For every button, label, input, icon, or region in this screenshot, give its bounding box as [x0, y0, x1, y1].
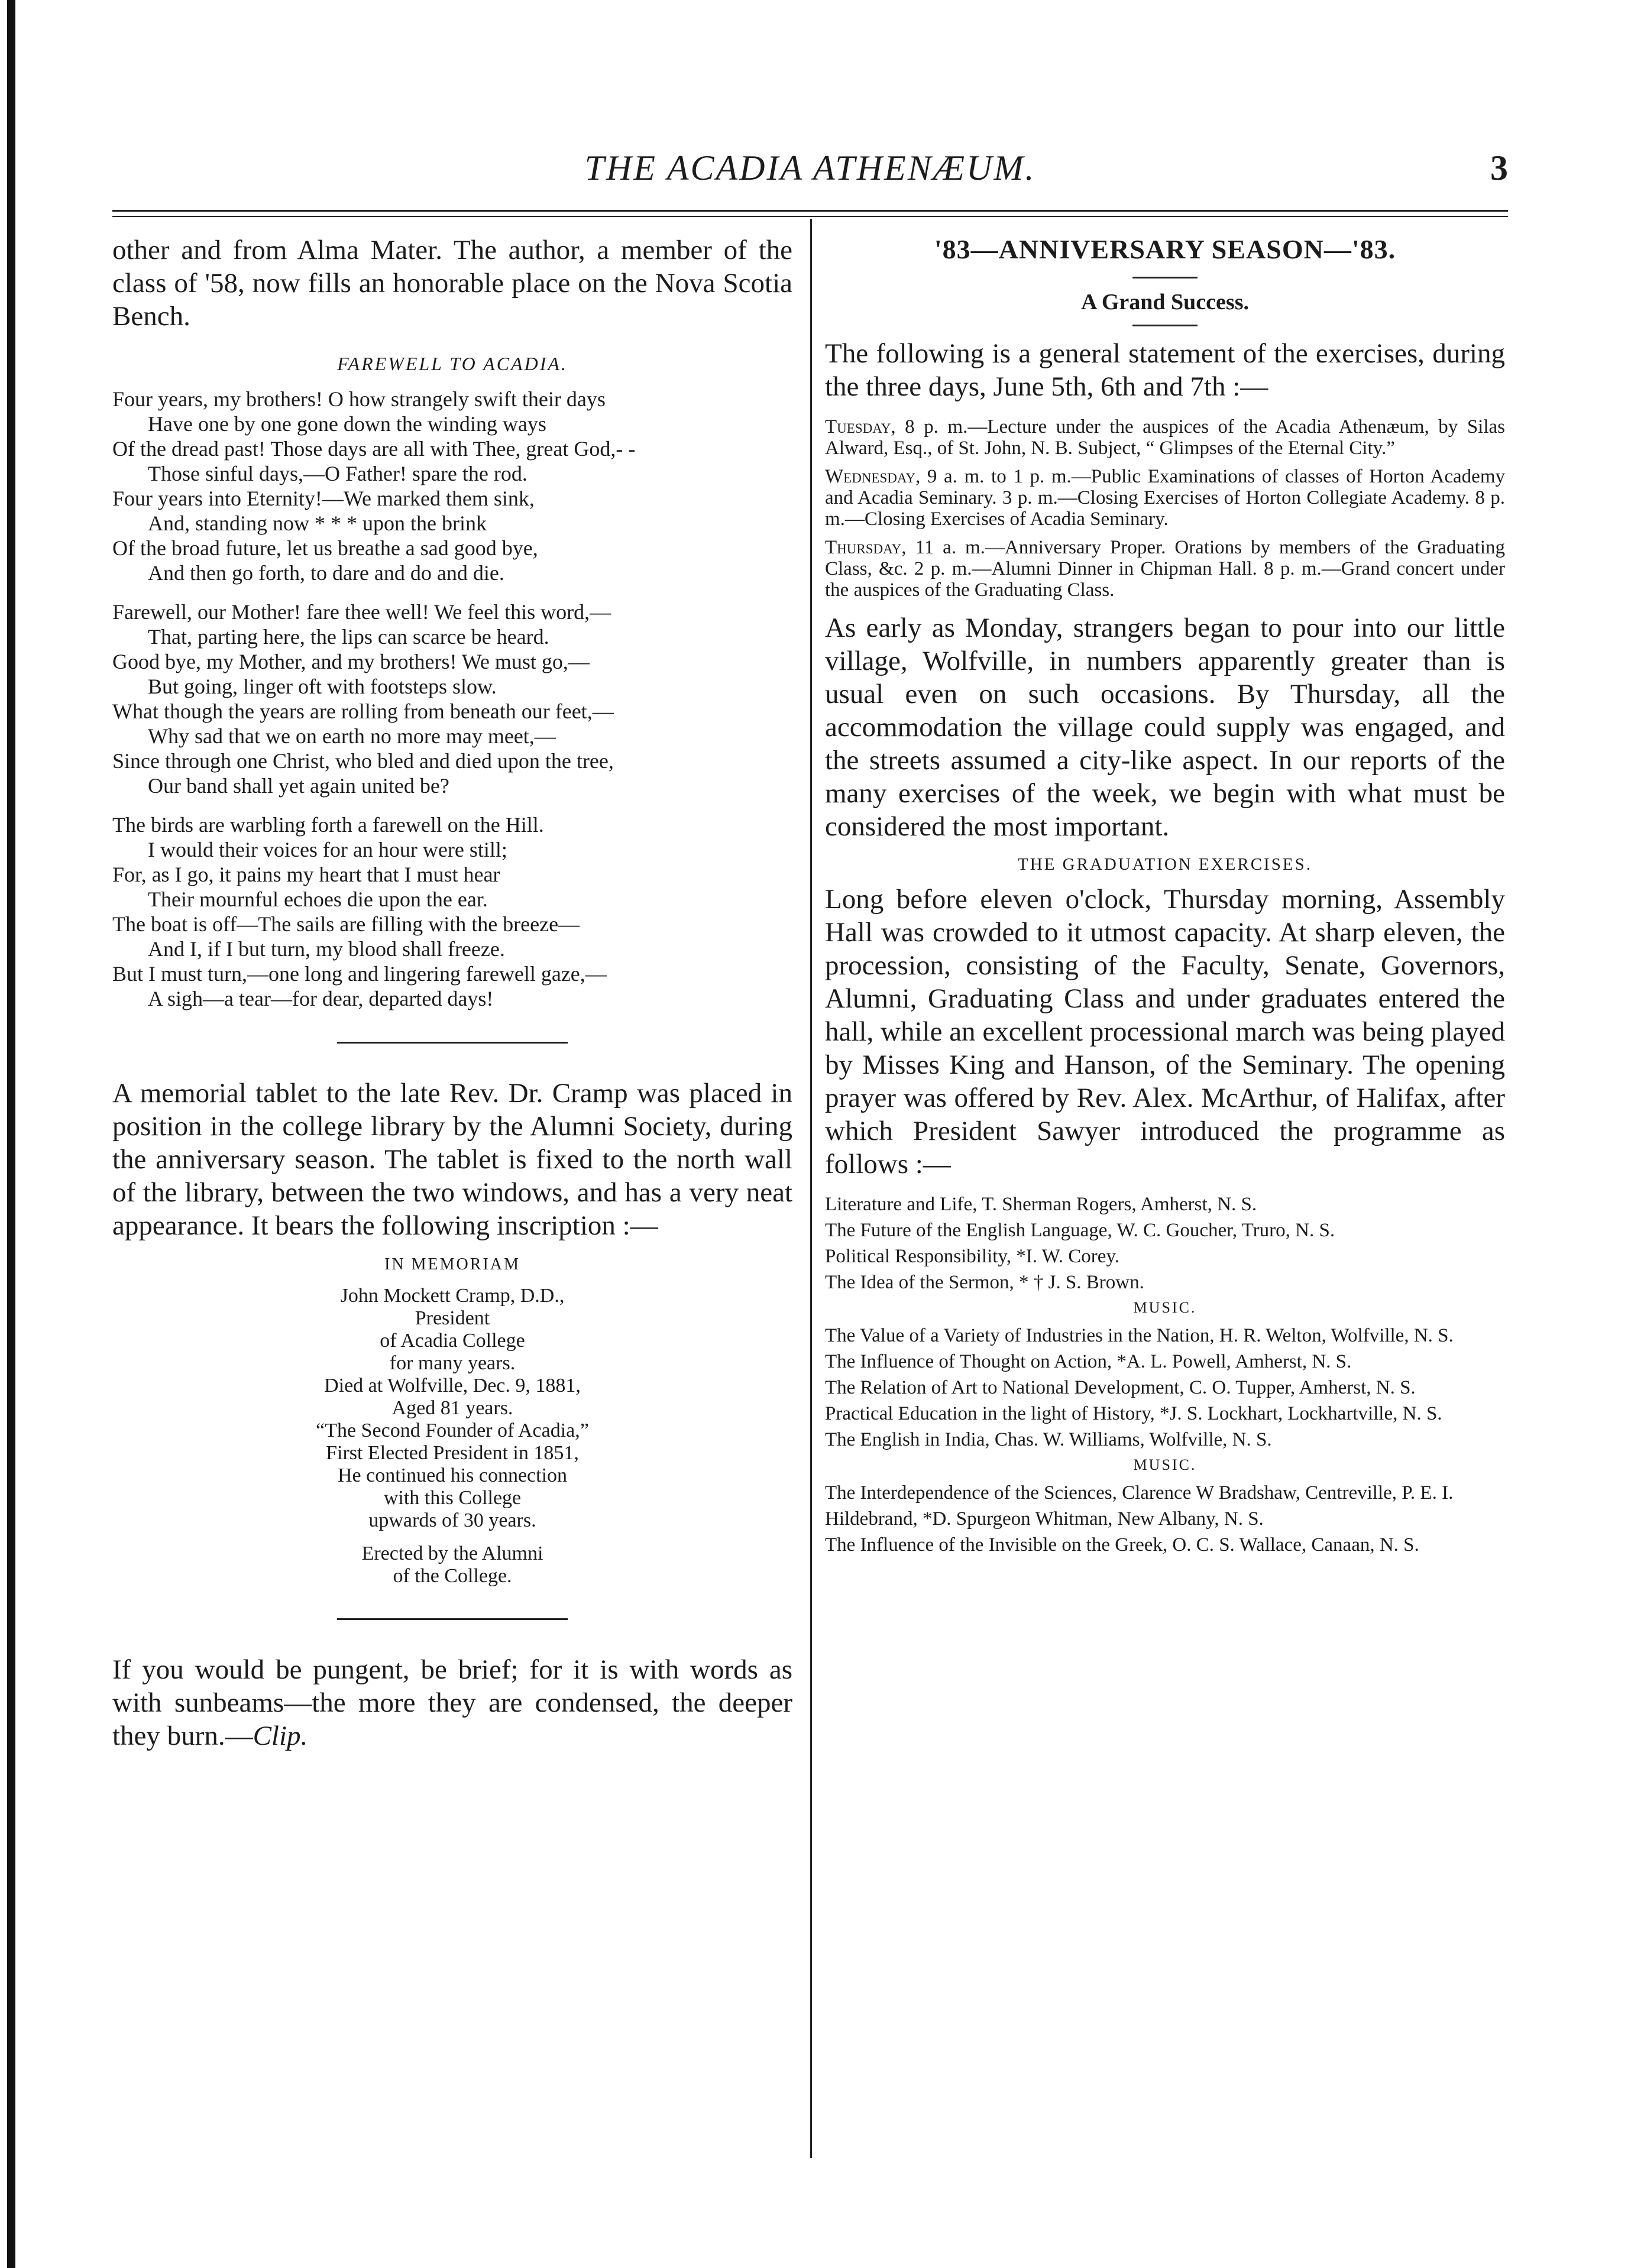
section-title: '83—ANNIVERSARY SEASON—'83. — [934, 234, 1396, 264]
poem-stanza — [112, 600, 792, 798]
page-header — [112, 148, 1508, 201]
music-interlude: MUSIC. — [1133, 1299, 1197, 1316]
schedule-text: 8 p. m.—Lecture under the auspices of the Acadia Athenæum, by Silas Alward, Esq., of St. John, N. B. Subject, “ Glimpses of the Eternal City.” — [825, 416, 1505, 459]
program-item: The English in India, Chas. W. Williams, Wolfville, N. S. — [825, 1429, 1272, 1450]
poem-stanza — [112, 812, 792, 1011]
graduation-paragraph: Long before eleven o'clock, Thursday morning, Assembly Hall was crowded to it utmost capacity. At sharp eleven, the procession, consisting of the Faculty, Senate, Governors, Alumni, Graduating Class and under graduates entered the hall, while an excellent processional march was being played by Misses King and Hanson, of the Seminary. The opening prayer was offered by Rev. Alex. McArthur, of Halifax, after which President Sawyer introduced the programme as follows :— — [825, 884, 1505, 1180]
program-item: The Interdependence of the Sciences, Clarence W Bradshaw, Centreville, P. E. I. — [825, 1482, 1454, 1504]
schedule-text: 11 a. m.—Anniversary Proper. Orations by members of the Graduating Class, &c. 2 p. m.—Alumni Dinner in Chipman Hall. 8 p. m.—Grand concert under the auspices of the Graduating Class. — [825, 537, 1505, 601]
program-list — [825, 1194, 1505, 1293]
program-item: Practical Education in the light of History, *J. S. Lockhart, Lockhartville, N. S. — [825, 1403, 1442, 1424]
page-number: 3 — [1490, 148, 1508, 187]
poem-line: Four years into Eternity!—We marked them sink, — [112, 487, 535, 510]
memoriam-line: Aged 81 years. — [391, 1397, 513, 1419]
program-list — [825, 1325, 1505, 1450]
tablet-paragraph: A memorial tablet to the late Rev. Dr. Cramp was placed in position in the college library by the Alumni Society, during the anniversary season. The tablet is fixed to the north wall of the library, between the two windows, and has a very neat appearance. It bears the following inscription :— — [112, 1078, 792, 1241]
memoriam-line: with this College — [383, 1487, 522, 1509]
program-item: Literature and Life, T. Sherman Rogers, Amherst, N. S. — [825, 1194, 1257, 1215]
program-item: Hildebrand, *D. Spurgeon Whitman, New Albany, N. S. — [825, 1508, 1264, 1530]
poem-line: But I must turn,—one long and lingering farewell gaze,— — [112, 962, 607, 986]
schedule-item — [825, 537, 1505, 601]
poem-line: A sigh—a tear—for dear, departed days! — [148, 987, 494, 1010]
poem-line: Farewell, our Mother! fare thee well! We feel this word,— — [112, 600, 611, 624]
poem-line: Why sad that we on earth no more may meet,— — [148, 724, 556, 748]
intro-paragraph: other and from Alma Mater. The author, a member of the class of '58, now fills an honorable place on the Nova Scotia Bench. — [112, 235, 792, 332]
poem-line: Of the broad future, let us breathe a sad good bye, — [112, 536, 538, 560]
column-divider — [810, 219, 812, 2158]
section-subtitle: A Grand Success. — [1081, 290, 1249, 315]
poem-line: Have one by one gone down the winding ways — [148, 412, 546, 436]
title-rule — [1132, 277, 1198, 278]
schedule-day: Thursday, — [825, 537, 907, 558]
program-item: The Value of a Variety of Industries in the Nation, H. R. Welton, Wolfville, N. S. — [825, 1325, 1454, 1346]
schedule-intro: The following is a general statement of the exercises, during the three days, June 5th, 6th and 7th :— — [825, 338, 1505, 402]
poem-line: Four years, my brothers! O how strangely swift their days — [112, 387, 606, 411]
program-item: The Future of the English Language, W. C. Goucher, Truro, N. S. — [825, 1220, 1335, 1241]
memoriam-line: He continued his connection — [337, 1465, 568, 1486]
header-rule-thin — [112, 216, 1508, 217]
graduation-heading: THE GRADUATION EXERCISES. — [1018, 855, 1312, 874]
poem-line: And, standing now * * * upon the brink — [148, 511, 487, 535]
header-rule — [112, 210, 1508, 212]
binding-edge — [7, 0, 15, 2268]
poem-line: But going, linger oft with footsteps slow. — [148, 675, 497, 698]
memoriam-line: Erected by the Alumni — [361, 1543, 543, 1564]
poem-line: The birds are warbling forth a farewell on the Hill. — [112, 813, 544, 837]
running-title: THE ACADIA ATHENÆUM. — [584, 148, 1036, 187]
poem-line: Our band shall yet again united be? — [148, 774, 449, 798]
poem-line: Their mournful echoes die upon the ear. — [148, 887, 488, 911]
schedule-text: 9 a. m. to 1 p. m.—Public Examinations of classes of Horton Academy and Acadia Seminary. 3 p. m.—Closing Exercises of Horton Collegiate Academy. 8 p. m.—Closing Exercises of Acadia Seminary. — [825, 466, 1505, 530]
memoriam-line: for many years. — [389, 1352, 516, 1374]
schedule-item — [825, 416, 1505, 459]
memoriam-line: Died at Wolfville, Dec. 9, 1881, — [324, 1375, 581, 1397]
memoriam-dedication — [112, 1543, 792, 1587]
poem-stanza — [112, 387, 792, 585]
poem-line: Of the dread past! Those days are all with Thee, great God,- - — [112, 437, 636, 461]
poem-line: And I, if I but turn, my blood shall freeze. — [148, 937, 505, 961]
program-item: The Influence of the Invisible on the Greek, O. C. S. Wallace, Canaan, N. S. — [825, 1534, 1419, 1556]
program-list — [825, 1482, 1505, 1556]
program-item: The Idea of the Sermon, * † J. S. Brown. — [825, 1272, 1144, 1293]
memoriam-line: President — [415, 1307, 490, 1329]
schedule-day: Wednesday, — [825, 466, 921, 487]
music-interlude: MUSIC. — [1133, 1456, 1197, 1473]
poem-line: For, as I go, it pains my heart that I must hear — [112, 863, 500, 886]
right-column — [825, 234, 1505, 1560]
section-rule — [337, 1042, 568, 1044]
poem-line: And then go forth, to dare and do and die. — [148, 561, 504, 585]
schedule-day: Tuesday, — [825, 416, 896, 438]
section-rule — [337, 1618, 568, 1620]
schedule-item — [825, 466, 1505, 530]
poem-line: I would their voices for an hour were still; — [148, 838, 507, 861]
program-item: Political Responsibility, *I. W. Corey. — [825, 1246, 1120, 1267]
memoriam-line: of the College. — [393, 1565, 512, 1587]
memoriam-inscription — [112, 1285, 792, 1532]
program-item: The Influence of Thought on Action, *A. L. Powell, Amherst, N. S. — [825, 1351, 1352, 1372]
schedule-list — [825, 416, 1505, 601]
memoriam-line: “The Second Founder of Acadia,” — [316, 1420, 589, 1441]
poem-line: The boat is off—The sails are filling with the breeze— — [112, 912, 580, 936]
memoriam-title: IN MEMORIAM — [384, 1255, 520, 1274]
poem-title: FAREWELL TO ACADIA. — [337, 353, 568, 374]
poem-line: Good bye, my Mother, and my brothers! We must go,— — [112, 650, 590, 673]
memoriam-line: upwards of 30 years. — [368, 1509, 536, 1531]
title-rule — [1132, 325, 1198, 326]
poem-line: Those sinful days,—O Father! spare the rod. — [148, 462, 528, 485]
closing-attribution: Clip. — [253, 1721, 308, 1751]
closing-quote — [112, 1653, 792, 1752]
left-column — [112, 234, 792, 1752]
poem — [112, 387, 792, 1011]
poem-line: Since through one Christ, who bled and died upon the tree, — [112, 749, 614, 773]
poem-line: That, parting here, the lips can scarce be heard. — [148, 625, 549, 649]
closing-text: If you would be pungent, be brief; for it is with words as with sunbeams—the more they are condensed, the deeper they burn.— — [112, 1654, 792, 1751]
program-item: The Relation of Art to National Development, C. O. Tupper, Amherst, N. S. — [825, 1377, 1416, 1398]
poem-line: What though the years are rolling from beneath our feet,— — [112, 699, 614, 723]
monday-paragraph: As early as Monday, strangers began to pour into our little village, Wolfville, in numbers apparently greater than is usual even on such occasions. By Thursday, all the accommodation the village could supply was engaged, and the streets assumed a city-like aspect. In our reports of the many exercises of the week, we begin with what must be considered the most important. — [825, 613, 1505, 842]
memoriam-line: of Acadia College — [380, 1330, 525, 1352]
memoriam-line: First Elected President in 1851, — [326, 1442, 579, 1464]
memoriam-line: John Mockett Cramp, D.D., — [340, 1285, 565, 1307]
